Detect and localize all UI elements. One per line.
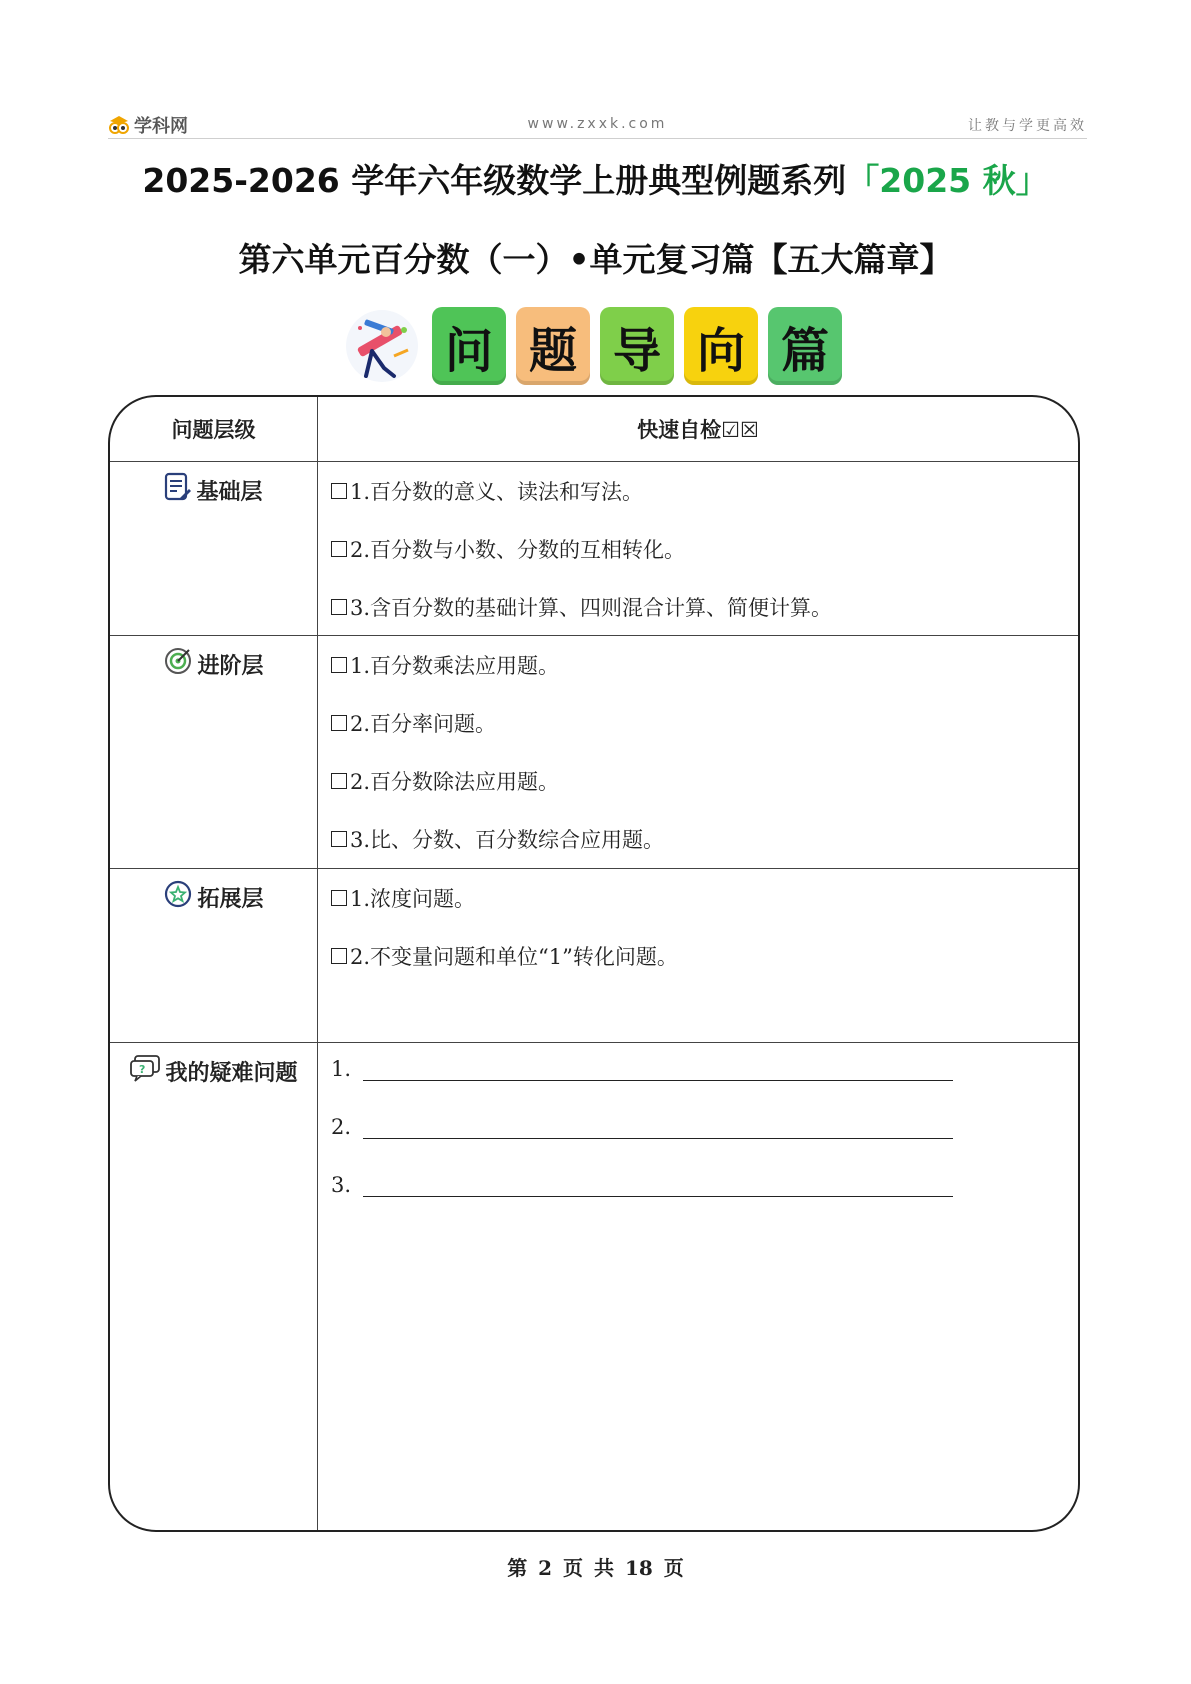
row-divider	[110, 868, 1078, 869]
banner-tile-5: 篇	[768, 307, 842, 385]
banner-tile-3: 导	[600, 307, 674, 385]
checkbox[interactable]	[331, 599, 347, 615]
checkbox[interactable]	[331, 541, 347, 557]
checkbox[interactable]	[331, 483, 347, 499]
checkbox[interactable]	[331, 657, 347, 673]
level-basic: 基础层	[110, 473, 317, 507]
answer-blank[interactable]	[363, 1118, 953, 1139]
title-main: 2025-2026 学年六年级数学上册典型例题系列	[142, 161, 847, 200]
level-advanced: 进阶层	[110, 647, 317, 681]
header-self-check: 快速自检☑☒	[637, 418, 759, 442]
checkbox[interactable]	[331, 948, 347, 964]
question-line[interactable]: 3.	[331, 1173, 953, 1197]
answer-blank[interactable]	[363, 1176, 953, 1197]
star-icon	[163, 879, 193, 915]
checklist-item[interactable]: 1.百分数的意义、读法和写法。	[331, 476, 643, 506]
level-extended: 拓展层	[110, 880, 317, 914]
checkbox[interactable]	[331, 773, 347, 789]
header-level: 问题层级	[171, 418, 256, 442]
banner-tile-2: 题	[516, 307, 590, 385]
notepad-icon	[164, 472, 192, 508]
column-divider	[317, 397, 318, 1530]
checklist-item[interactable]: 3.含百分数的基础计算、四则混合计算、简便计算。	[331, 592, 832, 622]
level-my-questions: ? 我的疑难问题	[110, 1054, 317, 1088]
checklist-item[interactable]: 2.百分数与小数、分数的互相转化。	[331, 534, 685, 564]
checklist-item[interactable]: 1.百分数乘法应用题。	[331, 650, 559, 680]
study-illustration-icon	[342, 306, 422, 386]
checkbox[interactable]	[331, 831, 347, 847]
question-line[interactable]: 1.	[331, 1057, 953, 1081]
page-number: 第 2 页 共 18 页	[507, 1556, 684, 1580]
answer-blank[interactable]	[363, 1060, 953, 1081]
slogan: 让教与学更高效	[968, 118, 1087, 134]
banner-tile-1: 问	[432, 307, 506, 385]
checkbox[interactable]	[331, 715, 347, 731]
logo-text: 学科网	[134, 116, 188, 137]
target-icon	[163, 646, 193, 682]
question-chat-icon	[129, 1054, 161, 1088]
question-line[interactable]: 2.	[331, 1115, 953, 1139]
self-check-table	[108, 395, 1080, 1532]
banner-tile-4: 向	[684, 307, 758, 385]
checklist-item[interactable]: 2.百分数除法应用题。	[331, 766, 559, 796]
checklist-item[interactable]: 2.不变量问题和单位“1”转化问题。	[331, 941, 678, 971]
site-url: www.zxxk.com	[527, 116, 668, 132]
title-tag: 「2025 秋」	[846, 161, 1049, 200]
svg-text:?: ?	[139, 1063, 146, 1076]
row-divider	[110, 1042, 1078, 1043]
checklist-item[interactable]: 3.比、分数、百分数综合应用题。	[331, 824, 664, 854]
checklist-item[interactable]: 2.百分率问题。	[331, 708, 496, 738]
document-title	[0, 155, 1191, 202]
document-subtitle: 第六单元百分数（一）•单元复习篇【五大篇章】	[238, 240, 953, 279]
checkbox[interactable]	[331, 890, 347, 906]
row-divider	[110, 461, 1078, 462]
page-header	[108, 106, 1087, 139]
checklist-item[interactable]: 1.浓度问题。	[331, 883, 475, 913]
row-divider	[110, 635, 1078, 636]
chapter-banner	[342, 305, 842, 387]
